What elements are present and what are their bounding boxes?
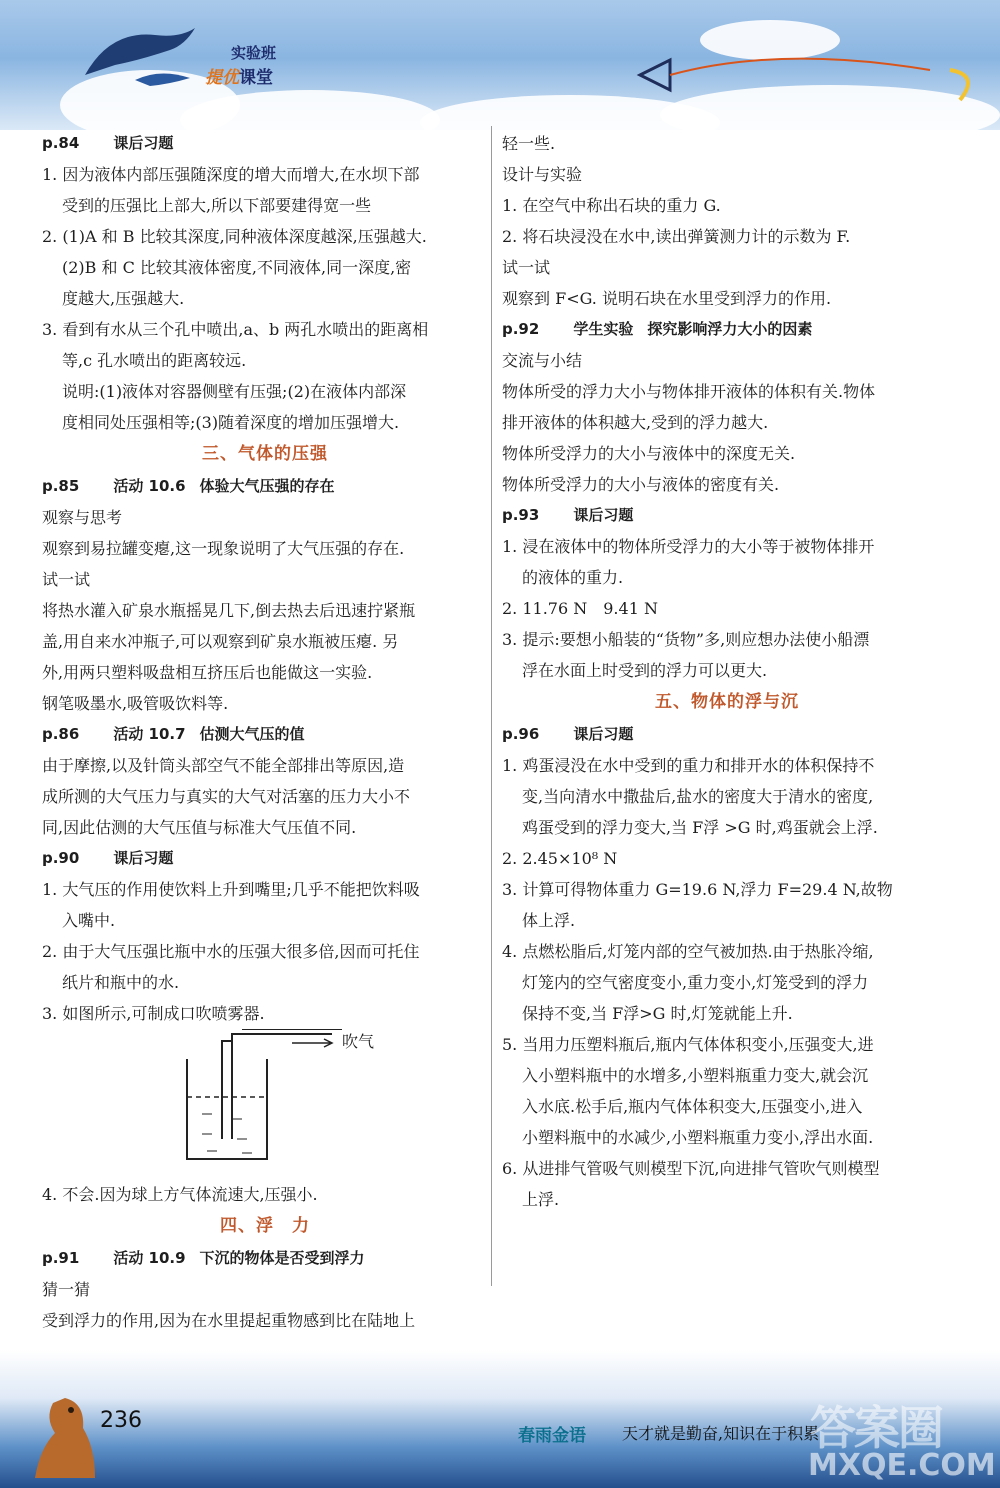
quote-label: 春雨金语 xyxy=(518,1426,586,1446)
column-divider xyxy=(491,126,492,1286)
answer-line: 2. 2.45×10⁸ N xyxy=(502,849,618,868)
section-heading xyxy=(42,128,488,159)
dolphin-illustration xyxy=(80,20,200,90)
sea-lion-illustration xyxy=(25,1388,105,1483)
answer-line: (2)B 和 C 比较其液体密度,不同液体,同一深度,密 xyxy=(62,258,412,277)
paragraph-line: 物体所受浮力的大小与液体的密度有关. xyxy=(502,475,780,494)
brand-bottom: 课堂 xyxy=(239,68,273,88)
answer-line: 纸片和瓶中的水. xyxy=(62,973,180,992)
activity-label: 活动 10.7 xyxy=(113,725,186,743)
paragraph-line: 同,因此估测的大气压值与标准大气压值不同. xyxy=(42,818,357,837)
answer-line: 等,c 孔水喷出的距离较远. xyxy=(62,351,247,370)
answer-line: 3. 看到有水从三个孔中喷出,a、b 两孔水喷出的距离相 xyxy=(42,320,429,339)
answer-line: 1. 浸在液体中的物体所受浮力的大小等于被物体排开 xyxy=(502,537,875,556)
section-heading xyxy=(42,471,488,502)
page-ref: p.85 xyxy=(42,477,80,495)
watermark-url: MXQE.COM xyxy=(808,1448,996,1483)
answer-line: 6. 从进排气管吸气则模型下沉,向进排气管吹气则模型 xyxy=(502,1159,880,1178)
heading-title: 体验大气压强的存在 xyxy=(199,477,335,495)
paragraph-line: 交流与小结 xyxy=(502,351,583,370)
section-heading xyxy=(502,314,952,345)
answer-line: 体上浮. xyxy=(522,911,576,930)
paragraph-line: 观察与思考 xyxy=(42,508,123,527)
paragraph-line: 受到浮力的作用,因为在水里提起重物感到比在陆地上 xyxy=(42,1311,416,1330)
paragraph-line: 盖,用自来水冲瓶子,可以观察到矿泉水瓶被压瘪. 另 xyxy=(42,632,399,651)
answer-line: 的液体的重力. xyxy=(522,568,624,587)
section-heading xyxy=(42,1243,488,1274)
brand-logo xyxy=(205,42,325,88)
heading-title: 估测大气压的值 xyxy=(199,725,305,743)
paragraph-line: 成所测的大气压力与真实的大气对活塞的压力大小不 xyxy=(42,787,411,806)
heading-title: 下沉的物体是否受到浮力 xyxy=(199,1249,365,1267)
right-column xyxy=(502,128,952,1215)
page-ref: p.91 xyxy=(42,1249,80,1267)
answer-line: 4. 不会.因为球上方气体流速大,压强小. xyxy=(42,1185,318,1204)
watermark-logo: 答案圈 xyxy=(810,1401,942,1455)
paragraph-line: 物体所受浮力的大小与液体中的深度无关. xyxy=(502,444,796,463)
answer-line: 3. 如图所示,可制成口吹喷雾器. xyxy=(42,1004,265,1023)
paragraph-line: 试一试 xyxy=(42,570,91,589)
section-heading xyxy=(502,500,952,531)
answer-line: 2. (1)A 和 B 比较其深度,同种液体深度越深,压强越大. xyxy=(42,227,427,246)
answer-line: 入嘴中. xyxy=(62,911,116,930)
answer-line: 2. 将石块浸没在水中,读出弹簧测力计的示数为 F. xyxy=(502,227,851,246)
answer-line: 受到的压强比上部大,所以下部要建得宽一些 xyxy=(62,196,372,215)
brand-accent: 提优 xyxy=(205,68,239,88)
left-column xyxy=(42,128,488,1336)
answer-line: 3. 提示:要想小船装的“货物”多,则应想办法使小船漂 xyxy=(502,630,870,649)
answer-line: 1. 因为液体内部压强随深度的增大而增大,在水坝下部 xyxy=(42,165,420,184)
quote-text: 天才就是勤奋,知识在于积累 xyxy=(622,1424,820,1443)
activity-label: 活动 10.6 xyxy=(113,477,186,495)
answer-line: 1. 在空气中称出石块的重力 G. xyxy=(502,196,721,215)
chapter-title: 五、物体的浮与沉 xyxy=(655,692,799,712)
section-heading xyxy=(42,719,488,750)
activity-label: 学生实验 xyxy=(573,320,634,338)
sprayer-diagram xyxy=(42,1029,488,1179)
answer-line: 度越大,压强越大. xyxy=(62,289,185,308)
paragraph-line: 轻一些. xyxy=(502,134,556,153)
paragraph-line: 观察到易拉罐变瘪,这一现象说明了大气压强的存在. xyxy=(42,539,405,558)
paragraph-line: 外,用两只塑料吸盘相互挤压后也能做这一实验. xyxy=(42,663,373,682)
brand-top: 实验班 xyxy=(231,44,277,62)
chapter-title: 三、气体的压强 xyxy=(202,444,328,464)
page-ref: p.86 xyxy=(42,725,80,743)
answer-line: 保持不变,当 F浮>G 时,灯笼就能上升. xyxy=(522,1004,793,1023)
heading-title: 探究影响浮力大小的因素 xyxy=(647,320,813,338)
heading-title: 课后习题 xyxy=(573,725,634,743)
answer-line: 1. 大气压的作用使饮料上升到嘴里;几乎不能把饮料吸 xyxy=(42,880,420,899)
kite-illustration xyxy=(630,40,990,110)
paragraph-line: 物体所受的浮力大小与物体排开液体的体积有关.物体 xyxy=(502,382,876,401)
answer-line: 度相同处压强相等;(3)随着深度的增加压强增大. xyxy=(62,413,400,432)
section-heading xyxy=(502,719,952,750)
diagram-label: 吹气 xyxy=(342,1032,375,1051)
heading-title: 课后习题 xyxy=(113,134,174,152)
chapter-title: 四、浮 力 xyxy=(220,1216,310,1236)
answer-line: 2. 11.76 N 9.41 N xyxy=(502,599,658,618)
answer-line: 上浮. xyxy=(522,1190,560,1209)
answer-line: 3. 计算可得物体重力 G=19.6 N,浮力 F=29.4 N,故物 xyxy=(502,880,893,899)
answer-line: 2. 由于大气压强比瓶中水的压强大很多倍,因而可托住 xyxy=(42,942,420,961)
sprayer-figure xyxy=(182,1029,482,1179)
answer-line: 说明:(1)液体对容器侧壁有压强;(2)在液体内部深 xyxy=(62,382,407,401)
answer-line: 5. 当用力压塑料瓶后,瓶内气体体积变小,压强变大,进 xyxy=(502,1035,874,1054)
answer-line: 鸡蛋受到的浮力变大,当 F浮 >G 时,鸡蛋就会上浮. xyxy=(522,818,878,837)
page-ref: p.90 xyxy=(42,849,80,867)
paragraph-line: 猜一猜 xyxy=(42,1280,91,1299)
answer-line: 灯笼内的空气密度变小,重力变小,灯笼受到的浮力 xyxy=(522,973,869,992)
paragraph-line: 设计与实验 xyxy=(502,165,583,184)
paragraph-line: 钢笔吸墨水,吸管吸饮料等. xyxy=(42,694,229,713)
answer-line: 入水底.松手后,瓶内气体体积变大,压强变小,进入 xyxy=(522,1097,863,1116)
answer-line: 小塑料瓶中的水减少,小塑料瓶重力变小,浮出水面. xyxy=(522,1128,874,1147)
section-heading xyxy=(42,843,488,874)
paragraph-line: 试一试 xyxy=(502,258,551,277)
page-number: 236 xyxy=(100,1408,142,1433)
answer-line: 4. 点燃松脂后,灯笼内部的空气被加热.由于热胀冷缩, xyxy=(502,942,874,961)
page-ref: p.84 xyxy=(42,134,80,152)
answer-line: 变,当向清水中撒盐后,盐水的密度大于清水的密度, xyxy=(522,787,874,806)
page-header xyxy=(0,0,1000,130)
page-ref: p.93 xyxy=(502,506,540,524)
heading-title: 课后习题 xyxy=(113,849,174,867)
paragraph-line: 观察到 F<G. 说明石块在水里受到浮力的作用. xyxy=(502,289,832,308)
answer-line: 浮在水面上时受到的浮力可以更大. xyxy=(522,661,768,680)
paragraph-line: 排开液体的体积越大,受到的浮力越大. xyxy=(502,413,769,432)
answer-line: 入小塑料瓶中的水增多,小塑料瓶重力变大,就会沉 xyxy=(522,1066,869,1085)
paragraph-line: 由于摩擦,以及针筒头部空气不能全部排出等原因,造 xyxy=(42,756,405,775)
paragraph-line: 将热水灌入矿泉水瓶摇晃几下,倒去热去后迅速拧紧瓶 xyxy=(42,601,416,620)
heading-title: 课后习题 xyxy=(573,506,634,524)
page-ref: p.96 xyxy=(502,725,540,743)
activity-label: 活动 10.9 xyxy=(113,1249,186,1267)
answer-line: 1. 鸡蛋浸没在水中受到的重力和排开水的体积保持不 xyxy=(502,756,875,775)
page-ref: p.92 xyxy=(502,320,540,338)
